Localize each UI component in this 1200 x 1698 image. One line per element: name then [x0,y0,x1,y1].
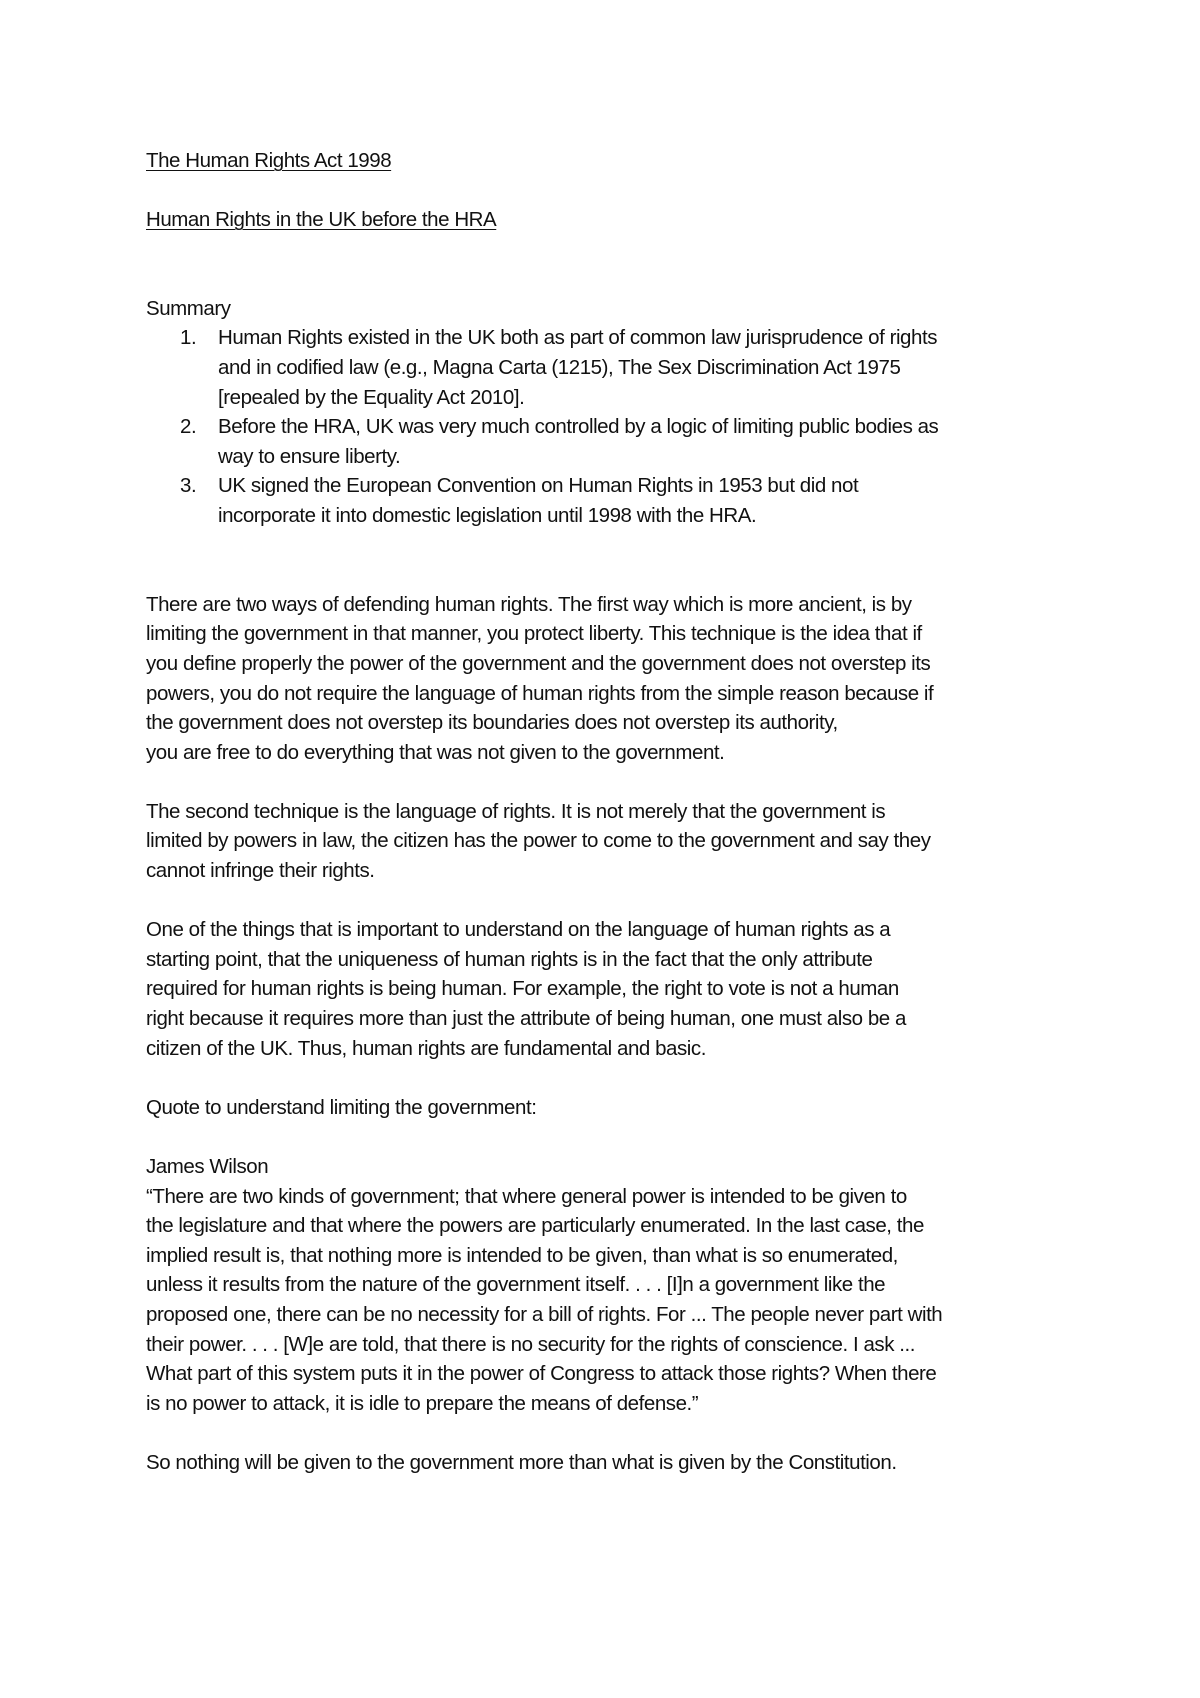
paragraph-line: you are free to do everything that was not given to the government. [146,740,725,764]
quote-author: James Wilson [146,1155,269,1178]
summary-item-line: UK signed the European Convention on Human Rights in 1953 but did not [218,474,859,498]
quote-line: What part of this system puts it in the power of Congress to attack those rights? When there [146,1362,937,1386]
quote-line: “There are two kinds of government; that where general power is intended to be given to [146,1184,907,1208]
document-body [146,146,1076,1478]
quote-line: proposed one, there can be no necessity for a bill of rights. For ... The people never part with [146,1302,943,1326]
paragraph-line: powers, you do not require the language of human rights from the simple reason because if [146,681,934,705]
summary-item-line: and in codified law (e.g., Magna Carta (1215), The Sex Discrimination Act 1975 [218,355,901,379]
paragraph-line: limited by powers in law, the citizen has the power to come to the government and say they [146,829,931,853]
summary-item-line: incorporate it into domestic legislation until 1998 with the HRA. [218,503,757,527]
paragraph-line: One of the things that is important to understand on the language of human rights as a [146,918,891,942]
paragraph-uniqueness [146,915,1076,1063]
paragraph-second-technique [146,797,1076,886]
summary-item-line: Human Rights existed in the UK both as part of common law jurisprudence of rights [218,326,937,350]
summary-item-line: Before the HRA, UK was very much controlled by a logic of limiting public bodies as [218,415,939,439]
document-title: The Human Rights Act 1998 [146,149,392,172]
section-heading: Human Rights in the UK before the HRA [146,208,497,232]
summary-item [146,412,1076,471]
summary-item-number: 3. [180,474,197,498]
conclusion-paragraph: So nothing will be given to the government more than what is given by the Constitution. [146,1450,897,1474]
quote-block [146,1182,1076,1419]
paragraph-line: the government does not overstep its boundaries does not overstep its authority, [146,711,838,735]
summary-item-number: 1. [180,326,197,350]
quote-intro: Quote to understand limiting the government: [146,1095,537,1119]
paragraph-line: There are two ways of defending human rights. The first way which is more ancient, is by [146,592,912,616]
summary-item [146,471,1076,530]
paragraph-line: limiting the government in that manner, you protect liberty. This technique is the idea that if [146,622,922,646]
paragraph-line: right because it requires more than just the attribute of being human, one must also be a [146,1007,906,1031]
summary-heading: Summary [146,296,231,320]
quote-line: the legislature and that where the powers are particularly enumerated. In the last case, the [146,1214,924,1238]
summary-item-line: way to ensure liberty. [218,444,401,468]
summary-list [146,323,1076,530]
paragraph-two-ways [146,590,1076,768]
quote-line: their power. . . . [W]e are told, that there is no security for the rights of conscience. I ask ... [146,1332,915,1356]
paragraph-line: cannot infringe their rights. [146,859,375,883]
summary-item [146,323,1076,412]
quote-line: implied result is, that nothing more is intended to be given, than what is so enumerated, [146,1243,898,1267]
paragraph-line: starting point, that the uniqueness of human rights is in the fact that the only attribute [146,947,873,971]
paragraph-line: you define properly the power of the government and the government does not overstep its [146,651,931,675]
paragraph-line: citizen of the UK. Thus, human rights are fundamental and basic. [146,1036,706,1060]
summary-item-line: [repealed by the Equality Act 2010]. [218,385,525,409]
paragraph-line: required for human rights is being human. For example, the right to vote is not a human [146,977,899,1001]
summary-item-number: 2. [180,415,197,439]
quote-line: is no power to attack, it is idle to prepare the means of defense.” [146,1391,699,1415]
paragraph-line: The second technique is the language of rights. It is not merely that the government is [146,799,886,823]
quote-line: unless it results from the nature of the government itself. . . . [I]n a government like the [146,1273,886,1297]
